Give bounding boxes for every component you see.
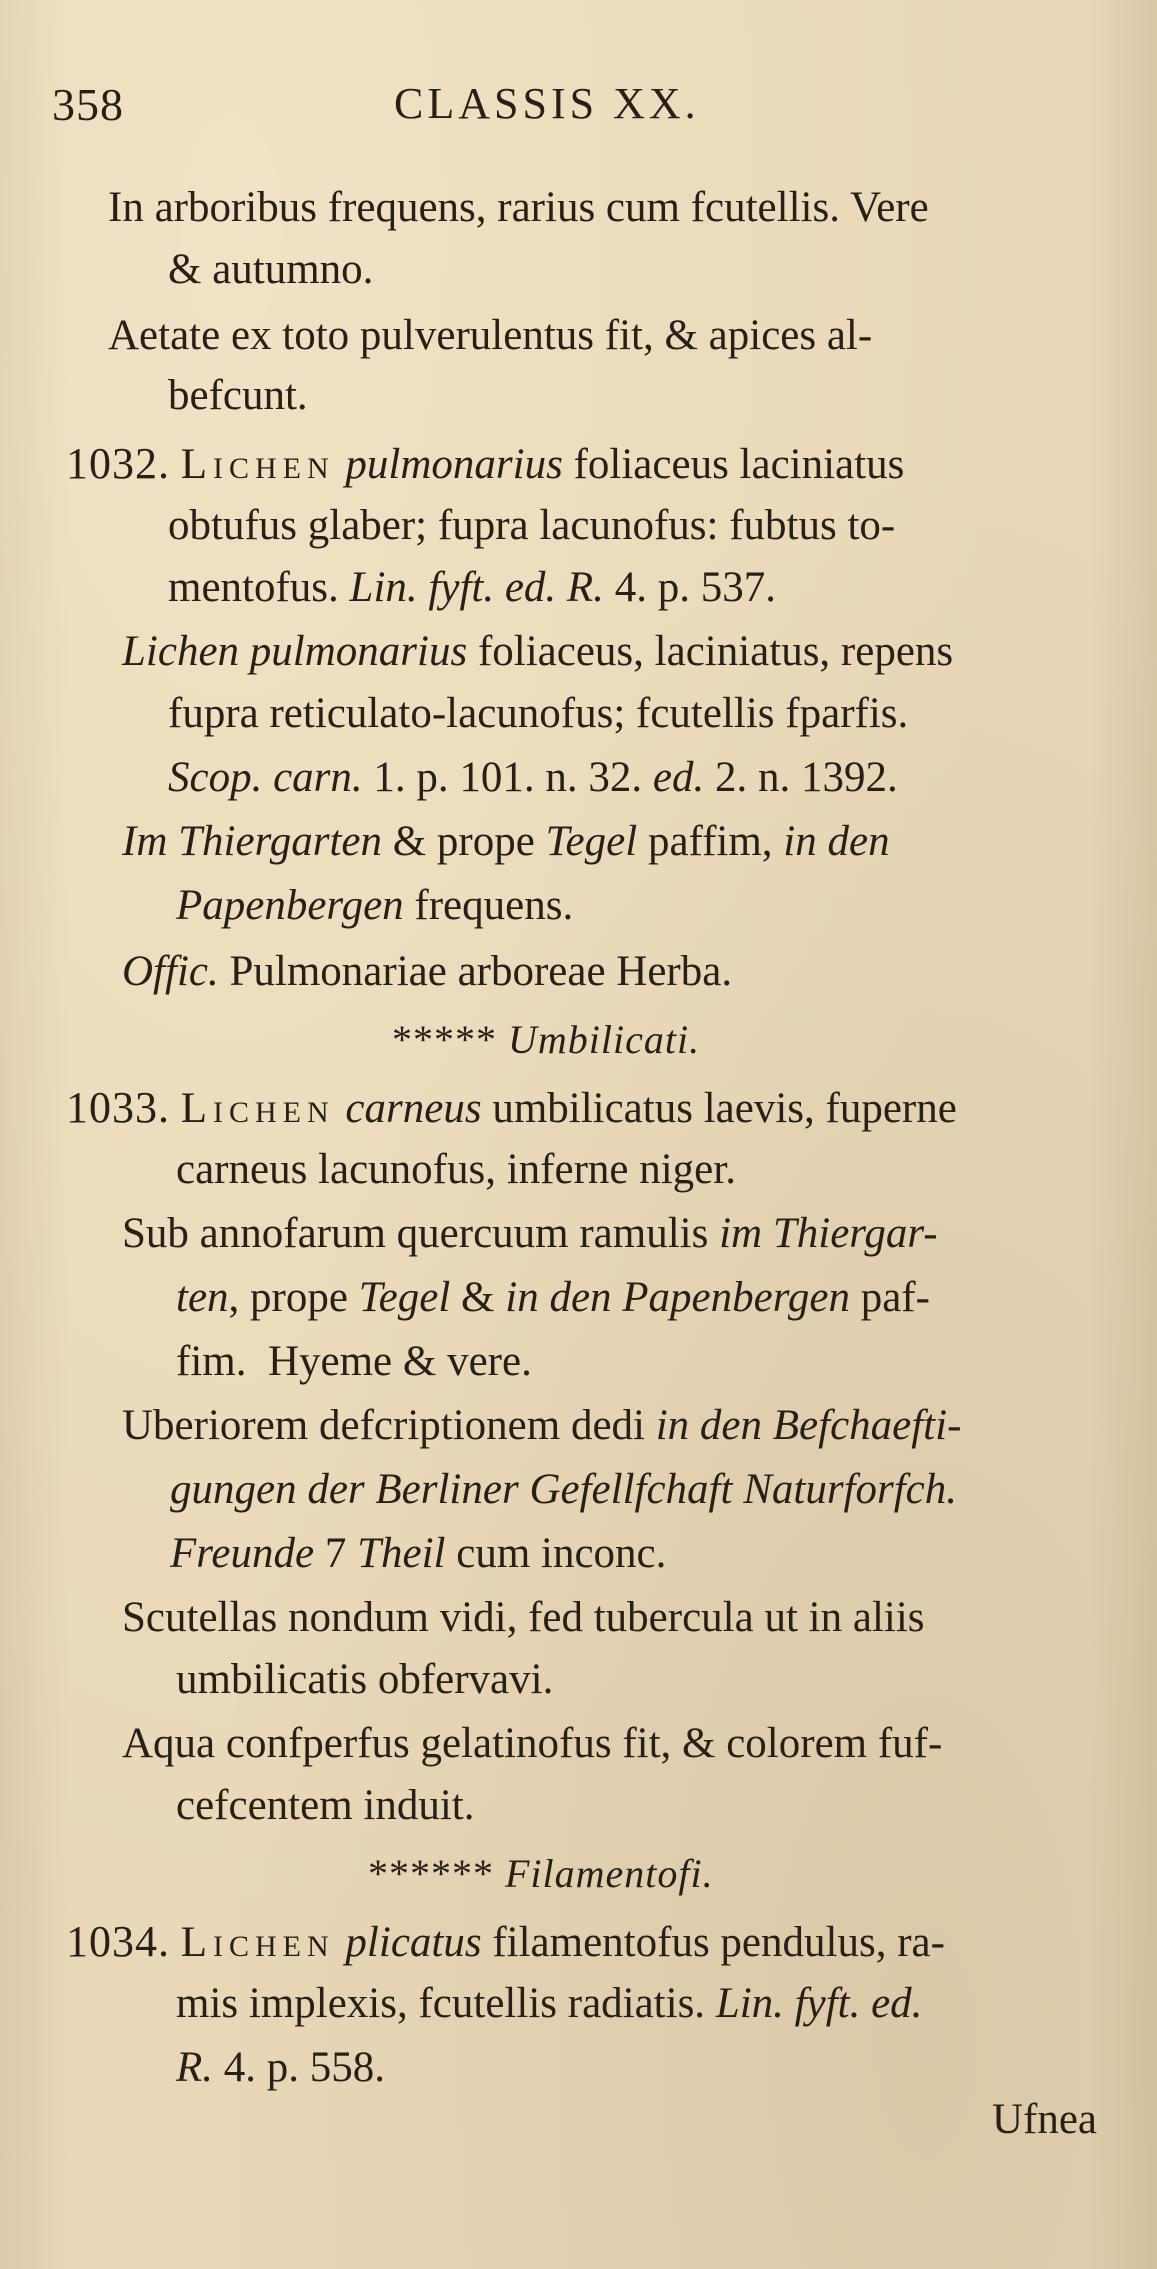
text-line: fim. Hyeme & vere. — [176, 1338, 532, 1385]
section-title: Filamentofi. — [505, 1851, 714, 1896]
text-line: fupra reticulato-lacunofus; fcutellis fparfis. — [168, 690, 909, 737]
text-line: mentofus. Lin. fyft. ed. R. 4. p. 537. — [168, 564, 776, 611]
genus-name: Lichen — [180, 1919, 335, 1966]
text-line: Im Thiergarten & prope Tegel paffim, in den — [122, 818, 890, 865]
text-line: carneus lacunofus, inferne niger. — [176, 1146, 736, 1193]
entry-1033-heading: 1033. Lichen carneus umbilicatus laevis, fuperne — [66, 1083, 957, 1132]
text-line: obtufus glaber; fupra lacunofus: fubtus to- — [168, 502, 896, 549]
text-line: Lichen pulmonarius foliaceus, laciniatus, repens — [122, 628, 954, 675]
genus-name: Lichen — [180, 441, 335, 488]
text-line: mis implexis, fcutellis radiatis. Lin. fyft. ed. — [176, 1980, 923, 2027]
entry-number: 1033. — [66, 1083, 170, 1132]
text-line: befcunt. — [168, 372, 308, 419]
section-heading-filamentofi — [368, 1846, 714, 1902]
text-line: cefcentem induit. — [176, 1782, 475, 1829]
section-title: Umbilicati. — [508, 1017, 701, 1062]
text-line: Aqua confperfus gelatinofus fit, & colorem fuf- — [122, 1720, 943, 1767]
species-name: pulmonarius — [345, 441, 563, 488]
entry-1032-heading: 1032. Lichen pulmonarius foliaceus laciniatus — [66, 439, 905, 488]
text-line: Sub annofarum quercuum ramulis im Thiergar- — [122, 1210, 938, 1257]
text-line: ten, prope Tegel & in den Papenbergen paf- — [176, 1274, 930, 1321]
page-header — [52, 78, 1112, 138]
entry-number: 1032. — [66, 439, 170, 488]
section-stars: ****** — [368, 1851, 494, 1896]
text-line: Scop. carn. 1. p. 101. n. 32. ed. 2. n. 1392. — [168, 754, 898, 801]
species-name: plicatus — [345, 1919, 482, 1966]
section-heading-umbilicati — [392, 1012, 700, 1068]
text-line: In arboribus frequens, rarius cum fcutellis. Vere — [108, 184, 929, 231]
text-line: & autumno. — [168, 246, 374, 293]
entry-1034-heading: 1034. Lichen plicatus filamentofus pendulus, ra- — [66, 1917, 945, 1966]
text-line: R. 4. p. 558. — [176, 2044, 386, 2091]
running-head: CLASSIS XX. — [394, 79, 700, 128]
text-line: Aetate ex toto pulverulentus fit, & apices al- — [108, 312, 873, 359]
page-number: 358 — [52, 79, 124, 130]
text-line: Offic. Pulmonariae arboreae Herba. — [122, 948, 733, 995]
genus-name: Lichen — [180, 1085, 335, 1132]
text-line: Scutellas nondum vidi, fed tubercula ut in aliis — [122, 1594, 925, 1641]
species-name: carneus — [345, 1085, 482, 1132]
text-line: Papenbergen frequens. — [176, 882, 574, 929]
text-line: gungen der Berliner Gefellfchaft Naturforfch. — [170, 1466, 958, 1513]
entry-number: 1034. — [66, 1917, 170, 1966]
catchword: Ufnea — [991, 2096, 1097, 2143]
text-line: Freunde 7 Theil cum inconc. — [170, 1530, 667, 1577]
text-line: umbilicatis obfervavi. — [176, 1656, 554, 1703]
text-line: Uberiorem defcriptionem dedi in den Befchaefti- — [122, 1402, 962, 1449]
section-stars: ***** — [392, 1017, 497, 1062]
